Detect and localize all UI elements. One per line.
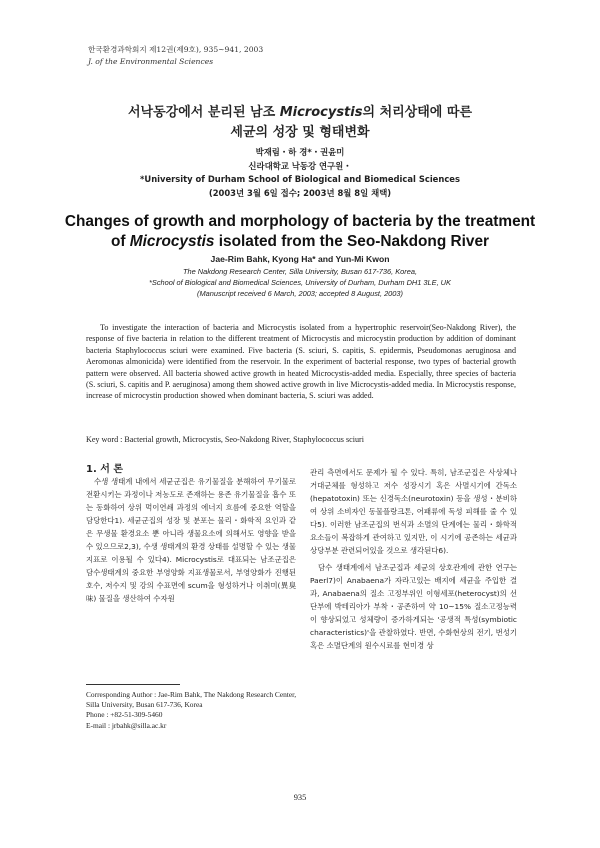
korean-affiliation: 신라대학교 낙동강 연구원・ bbox=[248, 160, 352, 171]
page-number: 935 bbox=[293, 793, 307, 802]
footnote-phone: Phone : +82-51-309-5460 bbox=[86, 710, 163, 720]
english-author-names: Jae-Rim Bahk, Kyong Ha* and Yun-Mi Kwon bbox=[210, 254, 390, 264]
english-affiliation: The Nakdong Research Center, Silla University, Busan 617-736, Korea, bbox=[182, 267, 418, 276]
korean-title-genus: Microcystis bbox=[279, 105, 363, 120]
footnote-author: Corresponding Author : Jae-Rim Bahk, The Nakdong Research Center, Silla University, Busan 617-736, Korea bbox=[86, 690, 297, 710]
english-affiliation-durham: *School of Biological and Biomedical Sciences, University of Durham, Durham DH1 3LE, UK bbox=[149, 278, 451, 288]
intro-paragraph: 수생 생태계 내에서 세균군집은 유기물질을 분해하여 무기물로 전환시키는 과정이나 저농도로 존재하는 용존 유기물질을 흡수 또는 동화하여 상위 먹이연쇄 과정의 에너지 흐름에 중요한 역할을 담당한다1). 세균군집의 성장 및 분포는 물리・화학적 요인과 같은 무생물 환경요소 뿐 아니라 생물요소에 의해서도 영향을 받을 수 있으므로2,3), 수생 생태계의 환경 상태를 설명할 수 있는 생물지표로 이용될 수 있다4). Microcystis로 대표되는 남조군집은 담수생태계의 중요한 부영양화 지표생물로서, 부영양화가 진행된 호수, 저수지 및 강의 수표면에 scum을 형성하거나 이취미(異臭味) 물질을 생산하여 수자원 bbox=[86, 477, 296, 603]
english-title bbox=[40, 212, 560, 251]
manuscript-dates: (Manuscript received 6 March, 2003; accepted 8 August, 2003) bbox=[197, 289, 403, 299]
journal-korean-line: 한국환경과학회지 제12권(제9호), 935~941, 2003 bbox=[88, 45, 264, 54]
korean-title bbox=[60, 103, 540, 143]
korean-affiliation-durham: *University of Durham School of Biological and Biomedical Sciences bbox=[140, 174, 460, 184]
corresponding-author-footnote bbox=[86, 690, 298, 731]
korean-received-dates: (2003년 3월 6일 접수; 2003년 8월 8일 채택) bbox=[208, 187, 392, 198]
footnote-divider bbox=[86, 684, 180, 685]
journal-english-line: J. of the Environmental Sciences bbox=[88, 57, 214, 66]
intro-paragraph-2: 담수 생태계에서 남조군집과 세균의 상호관계에 관한 연구는 Paerl7)이 Anabaena가 자라고있는 배지에 세균을 주입한 결과, Anabaena의 질소 고정부위인 이형세포(heterocyst)의 선단부에 박테리아가 부착・공존하여 약 10~15% 질소고정능력이 향상되었고 성체량이 증가하게되는 '공생적 특성(symbiotic characteristics)'을 관찰하였다. 반면, 수화현상의 전기, 번성기 혹은 소멸단계의 원수시료를 현미경 상 bbox=[310, 563, 517, 650]
english-authors-block bbox=[40, 253, 560, 300]
korean-title-part: 서낙동강에서 분리된 남조 bbox=[127, 105, 280, 120]
footnote-email: E-mail : jrbahk@silla.ac.kr bbox=[86, 720, 167, 730]
english-title-part: of bbox=[110, 232, 130, 250]
english-title-line2 bbox=[40, 232, 560, 252]
english-title-genus: Microcystis bbox=[129, 232, 215, 250]
abstract: To investigate the interaction of bacteria and Microcystis isolated from a hypertrophic reservoir(Seo-Nakdong River), the response of five bacteria in relation to the different treatment of Microcystis and microcystin production by addition of dominant bacteria Staphylococcus sciuri were examined. Five bacteria (S. sciuri, S. capitis, S. epidermis, Pseudomonas aeruginosa and Aeromonas almonicida) were identified from the reservoir. In the experiment of bacterial response, two types of bacterial growth pattern were observed. All bacteria showed active growth in heated Microcystis-added media. Especially, three species of bacteria (S. sciuri, S. capitis and P. aeruginosa) among them showed active growth in live Microcystis-added media. In Microcystis response, increase of microcystin production showed when dominant bacteria, S. sciuri was added. bbox=[86, 323, 516, 401]
korean-title-line1 bbox=[60, 103, 540, 123]
intro-paragraph-continued: 관리 측면에서도 문제가 될 수 있다. 특히, 남조군집은 사상체나 거대군체를 형성하고 저수 성장시기 혹은 사멸시기에 간독소(hepatotoxin) 또는 신경독소(neurotoxin) 등을 생성・분비하여 상위 소비자인 동물플랑크톤, 어패류에 독성 피해를 줄 수 있다5). 이러한 남조군집의 번식과 소멸의 단계에는 물리・화학적 요소들이 복잡하게 관여하고 있지만, 이 시기에 공존하는 세균과 상당부분 관련되어있을 것으로 생각된다6). bbox=[310, 468, 517, 555]
korean-author-names: 박재림・하 경*・권윤미 bbox=[255, 147, 345, 157]
body-column-right bbox=[310, 466, 517, 652]
english-title-line1: Changes of growth and morphology of bacteria by the treatment bbox=[64, 213, 536, 230]
body-column-left bbox=[86, 475, 296, 605]
section-heading-introduction: 1. 서 론 bbox=[86, 464, 124, 475]
english-title-part: isolated from the Seo-Nakdong River bbox=[214, 232, 489, 250]
journal-header bbox=[88, 44, 263, 68]
korean-title-line2: 세균의 성장 및 형태변화 bbox=[230, 125, 370, 140]
keywords: Key word : Bacterial growth, Microcystis, Seo-Nakdong River, Staphylococcus sciuri bbox=[86, 435, 364, 444]
korean-authors-block bbox=[60, 146, 540, 200]
korean-title-part: 의 처리상태에 따른 bbox=[362, 105, 473, 120]
